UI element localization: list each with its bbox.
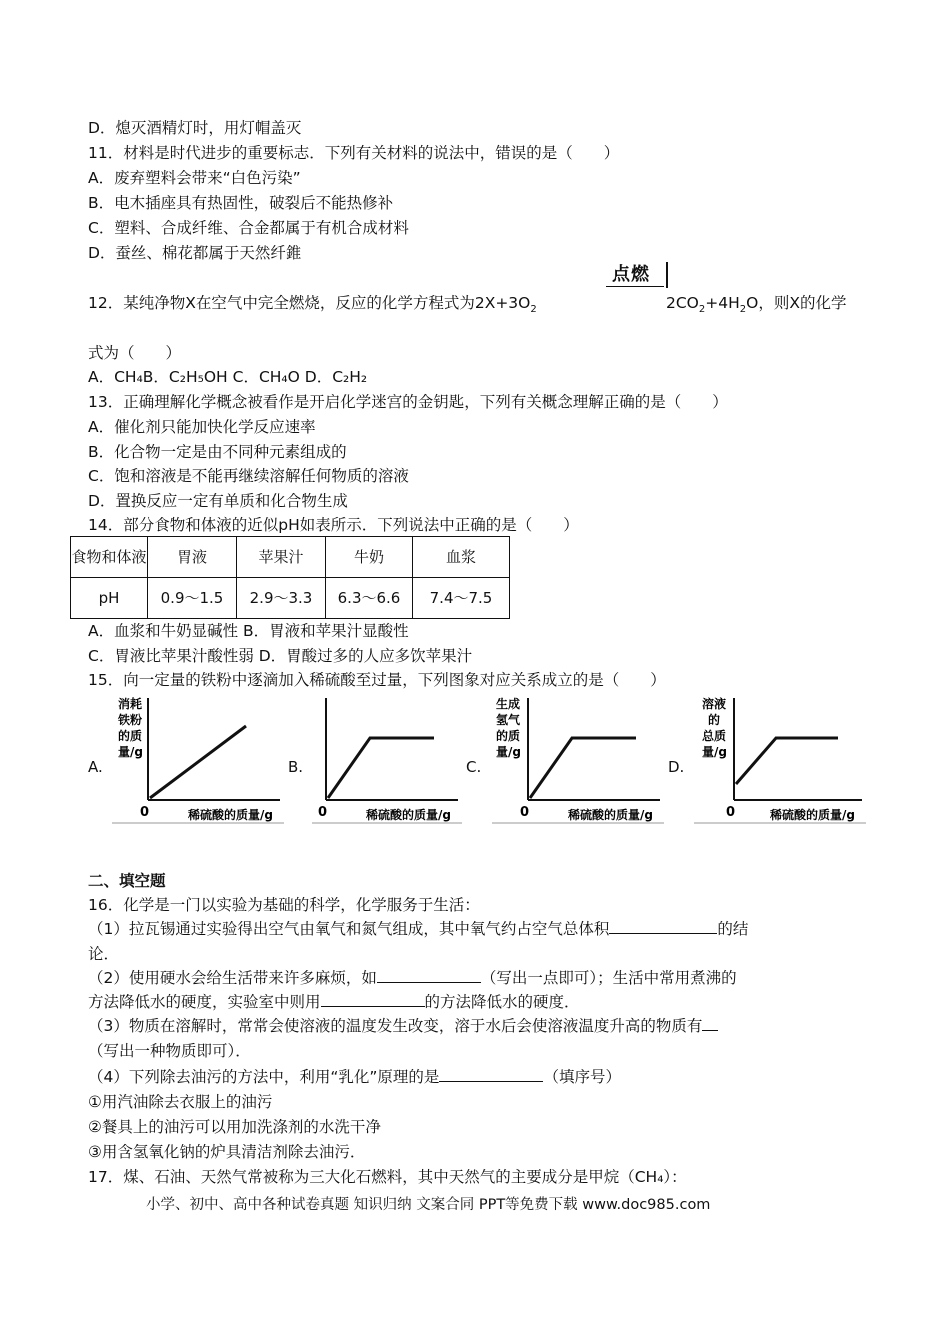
item-16-4-2: ②餐具上的油污可以用加洗涤剂的水洗干净 [88, 1118, 381, 1136]
table-cell: 苹果汁 [237, 537, 326, 578]
graph-c [492, 692, 664, 824]
graph-c-ylabel-1: 生成 [496, 697, 521, 711]
question-16: 16．化学是一门以实验为基础的科学，化学服务于生活： [88, 896, 480, 914]
item-16-4-3: ③用含氢氧化钠的炉具清洁剂除去油污． [88, 1143, 366, 1161]
table-cell: 血浆 [413, 537, 510, 578]
graph-a-ylabel-1: 消耗 [118, 697, 143, 711]
option-13d: D．置换反应一定有单质和化合物生成 [88, 492, 348, 510]
condition-bar [606, 286, 664, 287]
question-12-right [666, 292, 846, 321]
graph-c-ylabel-2: 氢气 [496, 713, 521, 727]
table-row [71, 537, 510, 578]
graph-d-origin: 0 [726, 805, 736, 820]
blank-16-3[interactable] [702, 1015, 718, 1031]
q16-3-text: （3）物质在溶解时，常常会使溶液的温度发生改变，溶于水后会使溶液温度升高的物质有 [88, 1017, 703, 1035]
question-14: 14．部分食物和体液的近似pH如表所示．下列说法中正确的是（ ） [88, 516, 579, 534]
blank-16-1[interactable] [609, 918, 717, 934]
question-15: 15．向一定量的铁粉中逐滴加入稀硫酸至过量，下列图象对应关系成立的是（ ） [88, 671, 666, 689]
q16-2b-text: 方法降低水的硬度，实验室中则用 [88, 993, 321, 1011]
q12-pre: 12．某纯净物X在空气中完全燃烧，反应的化学方程式为2X+3O [88, 294, 531, 312]
question-16-1 [88, 918, 748, 940]
graph-d-ylabel-3: 总质 [702, 729, 727, 743]
q16-2b-end: 的方法降低水的硬度． [424, 993, 580, 1011]
question-16-2-cont [88, 991, 580, 1013]
graph-d-ylabel-1: 溶液 [702, 697, 727, 711]
table-cell: 7.4～7.5 [413, 578, 510, 619]
blank-16-2a[interactable] [377, 967, 481, 983]
blank-16-2b[interactable] [321, 991, 425, 1007]
option-13b: B．化合物一定是由不同种元素组成的 [88, 443, 347, 461]
question-16-2 [88, 967, 737, 989]
graph-b-label: B. [288, 758, 304, 776]
reaction-condition [606, 260, 666, 288]
question-13: 13．正确理解化学概念被看作是开启化学迷宫的金钥匙，下列有关概念理解正确的是（ ） [88, 393, 728, 411]
condition-edge [666, 262, 668, 288]
q12-mid: 2CO [666, 294, 699, 312]
ph-table [70, 536, 510, 619]
option-14ab: A．血浆和牛奶显碱性 B．胃液和苹果汁显酸性 [88, 622, 409, 640]
option-11a: A．废弃塑料会带来“白色污染” [88, 169, 301, 187]
graph-c-xlabel: 稀硫酸的质量/g [568, 808, 653, 822]
graph-d-ylabel-4: 量/g [702, 745, 727, 759]
question-12 [88, 292, 537, 321]
graph-d-ylabel-2: 的 [708, 713, 721, 727]
graph-c-ylabel-3: 的质 [496, 729, 521, 743]
table-cell: 牛奶 [326, 537, 413, 578]
blank-16-4[interactable] [439, 1066, 543, 1082]
option-13a: A．催化剂只能加快化学反应速率 [88, 418, 316, 436]
q12-sub3: 2 [739, 304, 747, 316]
question-16-3 [88, 1015, 718, 1037]
graph-a-xlabel: 稀硫酸的质量/g [188, 808, 273, 822]
q16-2-text: （2）使用硬水会给生活带来许多麻烦，如 [88, 969, 377, 987]
q12-sub2: 2 [698, 304, 706, 316]
table-cell: 0.9～1.5 [148, 578, 237, 619]
question-16-3-cont: （写出一种物质即可）． [88, 1042, 251, 1060]
table-row [71, 578, 510, 619]
option-11c: C．塑料、合成纤维、合金都属于有机合成材料 [88, 219, 409, 237]
table-cell: pH [71, 578, 148, 619]
graph-d-xlabel: 稀硫酸的质量/g [770, 808, 855, 822]
question-16-1-cont: 论． [88, 945, 120, 963]
graph-a-origin: 0 [140, 805, 150, 820]
q16-4-end: （填序号） [543, 1068, 621, 1086]
q12-post: +4H [705, 294, 740, 312]
footer-text: 小学、初中、高中各种试卷真题 知识归纳 文案合同 PPT等免费下载 www.doc985.com [146, 1197, 711, 1213]
option-11d: D．蚕丝、棉花都属于天然纤錐 [88, 244, 302, 262]
graph-a-ylabel-2: 铁粉 [118, 713, 143, 727]
item-16-4-1: ①用汽油除去衣服上的油污 [88, 1093, 273, 1111]
graph-d [694, 692, 866, 824]
question-16-4 [88, 1066, 621, 1088]
graph-c-origin: 0 [520, 805, 530, 820]
question-12-cont: 式为（ ） [88, 344, 182, 362]
option-13c: C．饱和溶液是不能再继续溶解任何物质的溶液 [88, 467, 409, 485]
table-cell: 食物和体液 [71, 537, 148, 578]
graph-c-curve [530, 738, 636, 798]
condition-label: 点燃 [612, 264, 650, 285]
option-14cd: C．胃液比苹果汁酸性弱 D．胃酸过多的人应多饮苹果汁 [88, 647, 473, 665]
q12-sub1: 2 [530, 304, 537, 316]
graph-a-ylabel-3: 的质 [118, 729, 143, 743]
graph-b-curve [328, 738, 434, 798]
graph-c-ylabel-4: 量/g [496, 745, 521, 759]
options-12: A．CH₄B．C₂H₅OH C．CH₄O D．C₂H₂ [88, 368, 368, 386]
question-11: 11．材料是时代进步的重要标志．下列有关材料的说法中，错误的是（ ） [88, 144, 620, 162]
graph-d-label: D. [668, 758, 685, 776]
section-title: 二、填空题 [88, 872, 166, 890]
q16-4-text: （4）下列除去油污的方法中，利用“乳化”原理的是 [88, 1068, 440, 1086]
graph-a-ylabel-4: 量/g [118, 745, 143, 759]
option-11b: B．电木插座具有热固性，破裂后不能热修补 [88, 194, 394, 212]
graph-b-origin: 0 [318, 805, 328, 820]
graph-a-curve [150, 726, 246, 798]
table-cell: 胃液 [148, 537, 237, 578]
line-q10d: D．熄灭酒精灯时，用灯帽盖灭 [88, 119, 302, 137]
q12-end: O，则X的化学 [746, 294, 847, 312]
q16-1-text: （1）拉瓦锡通过实验得出空气由氧气和氮气组成，其中氧气约占空气总体积 [88, 920, 610, 938]
table-cell: 6.3～6.6 [326, 578, 413, 619]
graph-c-label: C. [466, 758, 482, 776]
table-cell: 2.9～3.3 [237, 578, 326, 619]
graph-a [112, 692, 284, 824]
q16-2-end: （写出一点即可）；生活中常用煮沸的 [480, 969, 737, 987]
q16-1-end: 的结 [717, 920, 749, 938]
question-17: 17．煤、石油、天然气常被称为三大化石燃料，其中天然气的主要成分是甲烷（CH₄）： [88, 1168, 687, 1186]
graph-a-label: A. [88, 758, 103, 776]
graph-b-xlabel: 稀硫酸的质量/g [366, 808, 451, 822]
graph-d-curve [736, 738, 838, 784]
graph-b [312, 692, 462, 824]
